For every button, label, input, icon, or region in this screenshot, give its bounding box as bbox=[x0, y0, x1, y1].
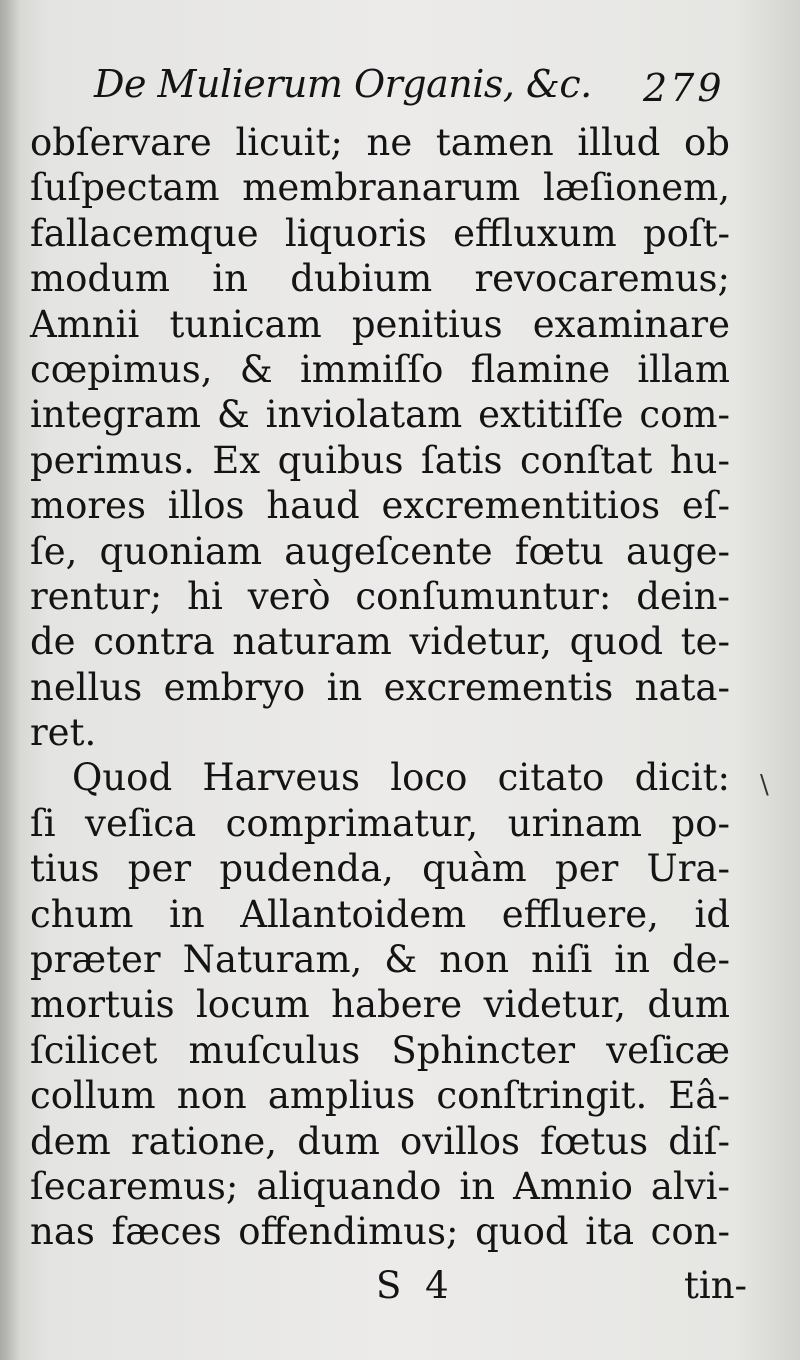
text-line: chum in Allantoidem effluere, id bbox=[30, 892, 730, 936]
paragraph-first-line: Quod Harveus loco citato dicit: bbox=[72, 756, 730, 800]
text-line: mortuis locum habere videtur, dum bbox=[30, 983, 730, 1027]
text-line: rentur; hi verò conſumuntur: dein- bbox=[30, 574, 730, 618]
text-line: tius per pudenda, quàm per Ura- bbox=[30, 847, 730, 891]
text-line: collum non amplius conſtringit. Eâ- bbox=[30, 1074, 730, 1118]
text-line: ſe, quoniam augeſcente fœtu auge- bbox=[30, 529, 730, 573]
text-line: Amnii tunicam penitius examinare bbox=[30, 302, 730, 346]
text-line: ret. bbox=[30, 711, 97, 755]
text-line: mores illos haud excrementitios eſ- bbox=[30, 484, 730, 528]
text-line: obſervare licuit; ne tamen illud ob bbox=[30, 121, 730, 164]
text-line: perimus. Ex quibus ſatis conſtat hu- bbox=[30, 438, 730, 482]
text-line: nellus embryo in excrementis nata- bbox=[30, 665, 730, 709]
margin-tick-mark: \ bbox=[760, 770, 769, 800]
text-line: modum in dubium revocaremus; bbox=[30, 257, 730, 301]
text-line: ſuſpectam membranarum læſionem, bbox=[30, 166, 730, 210]
text-line: integram & inviolatam extitiſſe com- bbox=[30, 393, 730, 437]
text-line: præter Naturam, & non niſi in de- bbox=[30, 938, 730, 982]
text-line: ſcilicet muſculus Sphincter veſicæ bbox=[30, 1028, 730, 1072]
text-line: ſi veſica comprimatur, urinam po- bbox=[30, 801, 730, 845]
running-title: De Mulierum Organis, &c. bbox=[94, 62, 592, 106]
text-line: fallacemque liquoris effluxum poſt- bbox=[30, 211, 730, 255]
catchword: tin- bbox=[684, 1264, 748, 1307]
page-number: 279 bbox=[643, 66, 725, 110]
signature-mark: S 4 bbox=[376, 1264, 455, 1307]
page-gutter-shadow bbox=[0, 0, 20, 1360]
text-line: dem ratione, dum ovillos fœtus diſ- bbox=[30, 1119, 730, 1163]
text-line: nas fæces offendimus; quod ita con- bbox=[30, 1210, 730, 1254]
body-text bbox=[30, 120, 730, 1255]
page-header bbox=[0, 62, 800, 118]
text-line: de contra naturam videtur, quod te- bbox=[30, 620, 730, 664]
text-line: cœpimus, & immiſſo flamine illam bbox=[30, 347, 730, 391]
text-line: ſecaremus; aliquando in Amnio alvi- bbox=[30, 1164, 730, 1208]
